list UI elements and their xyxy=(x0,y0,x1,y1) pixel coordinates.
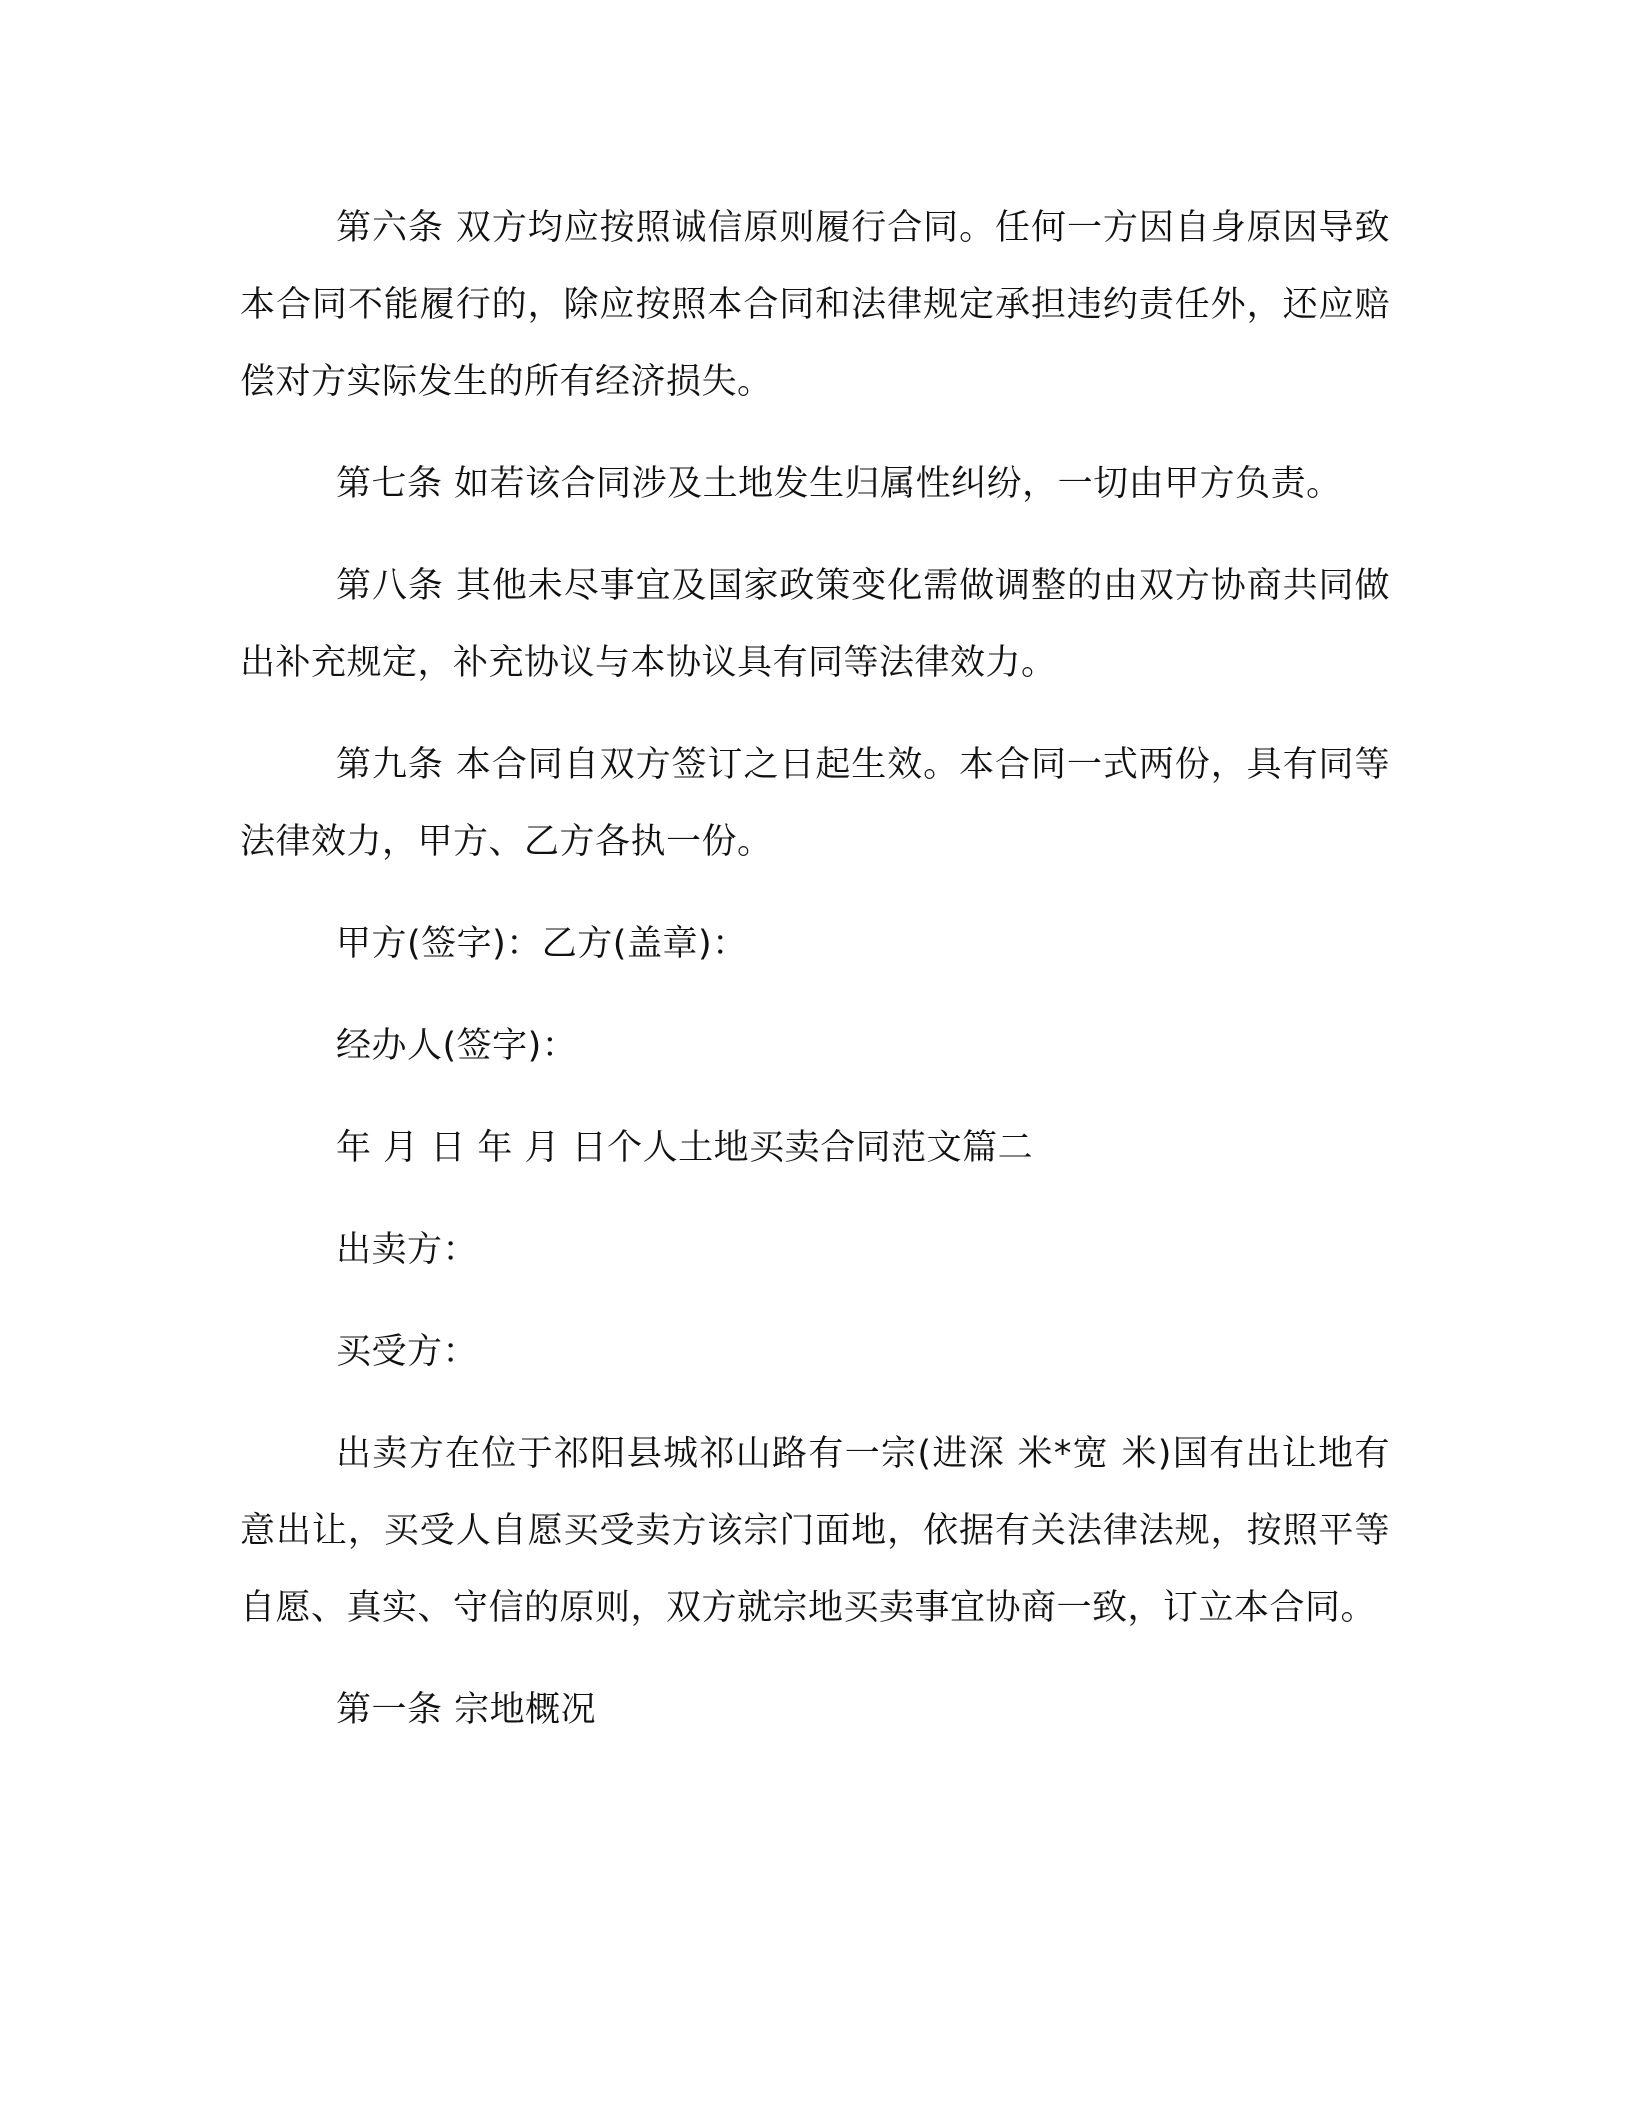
date-and-second-contract-title: 年 月 日 年 月 日个人土地买卖合同范文篇二 xyxy=(336,1128,1034,1168)
agent-signature-line: 经办人(签字)： xyxy=(336,1026,578,1066)
article-7-paragraph: 第七条 如若该合同涉及土地发生归属性纠纷，一切由甲方负责。 xyxy=(336,464,1342,504)
buyer-line: 买受方： xyxy=(336,1332,479,1372)
article-8-paragraph: 第八条 其他未尽事宜及国家政策变化需做调整的由双方协商共同做出补充规定，补充协议与本协议具有同等法律效力。 xyxy=(240,566,1390,683)
seller-line: 出卖方： xyxy=(336,1230,479,1270)
document-body xyxy=(240,190,1390,1774)
article-1-heading: 第一条 宗地概况 xyxy=(336,1690,597,1730)
article-9-paragraph: 第九条 本合同自双方签订之日起生效。本合同一式两份，具有同等法律效力，甲方、乙方各执一份。 xyxy=(240,745,1390,862)
signature-parties-line: 甲方(签字)：乙方(盖章)： xyxy=(336,924,748,964)
preamble-paragraph: 出卖方在位于祁阳县城祁山路有一宗(进深 米*宽 米)国有出让地有意出让，买受人自愿买受卖方该宗门面地，依据有关法律法规，按照平等自愿、真实、守信的原则，双方就宗地买卖事宜协商一致，订立本合同。 xyxy=(240,1434,1390,1628)
article-6-paragraph: 第六条 双方均应按照诚信原则履行合同。任何一方因自身原因导致本合同不能履行的，除应按照本合同和法律规定承担违约责任外，还应赔偿对方实际发生的所有经济损失。 xyxy=(240,208,1390,402)
